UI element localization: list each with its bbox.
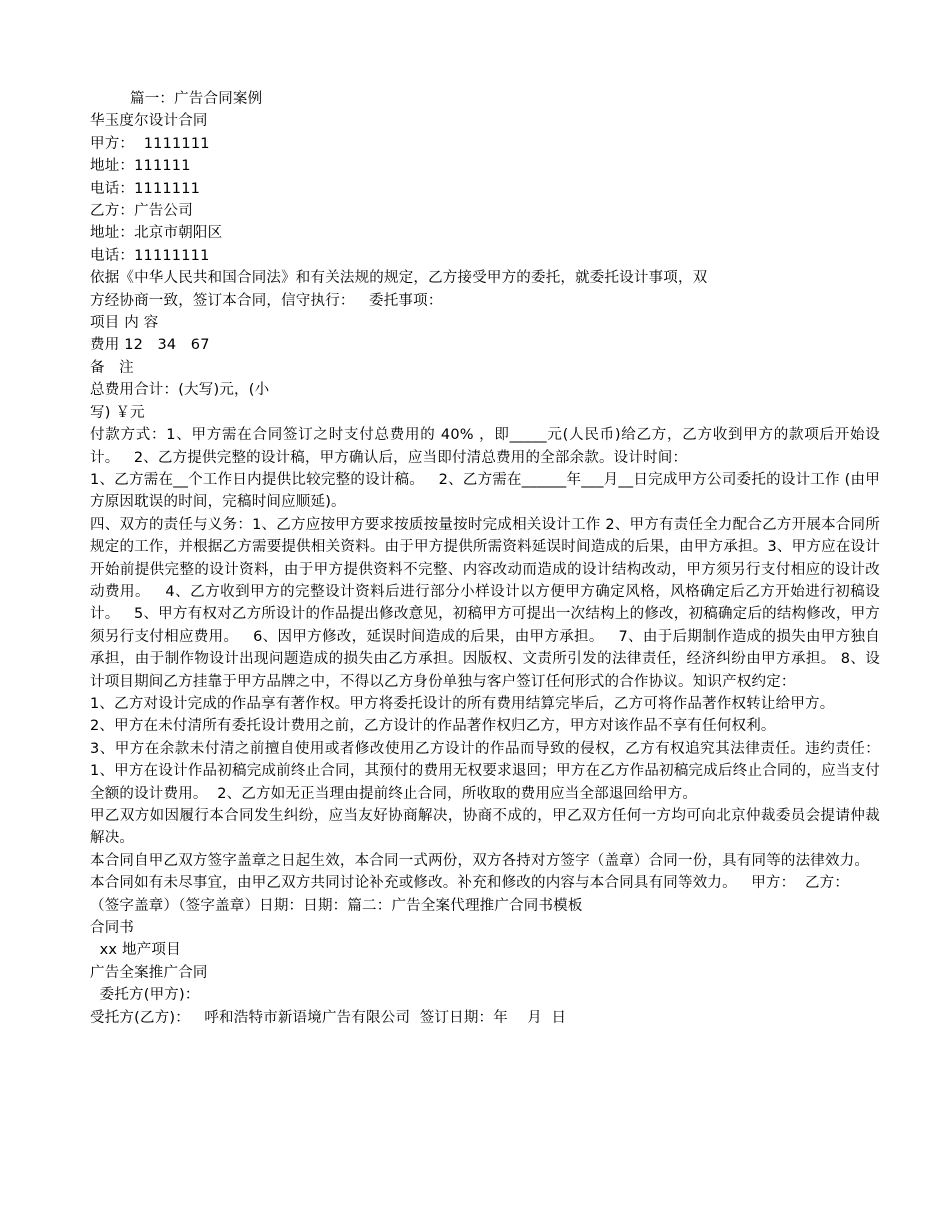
effectiveness-paragraph: 本合同自甲乙双方签字盖章之日起生效，本合同一式两份，双方各持对方签字（盖章）合同一份，具有同等的法律效力。 xyxy=(90,852,870,869)
signature-line: （签字盖章）（签字盖章）日期：日期：篇二：广告全案代理推广合同书模板 xyxy=(90,897,583,914)
total-fee-line-1: 总费用合计：(大写)元，(小 xyxy=(90,382,270,399)
fee-row: 费用 12 34 67 xyxy=(90,337,210,354)
contract-book-title: 合同书 xyxy=(90,920,135,937)
party-a-name: 甲方： 1111111 xyxy=(90,135,210,152)
payment-terms-paragraph: 付款方式：1、甲方需在合同签订之时支付总费用的 40% ，即_____元(人民币)给乙方，乙方收到甲方的款项后开始设计。 2、乙方提供完整的设计稿，甲方确认后，应当即付清总费用的全部余款。设计时间： xyxy=(90,427,880,466)
party-a-phone: 电话：1111111 xyxy=(90,180,201,197)
preamble-line-1: 依据《中华人民共和国合同法》和有关法规的规定，乙方接受甲方的委托，就委托设计事项，双 xyxy=(90,270,708,287)
document-heading: 篇一：广告合同案例 xyxy=(130,91,263,107)
contract-document xyxy=(90,88,890,1029)
party-a-address: 地址：111111 xyxy=(90,158,191,175)
project-name: xx 地产项目 xyxy=(90,942,181,959)
party-b-address: 地址：北京市朝阳区 xyxy=(90,225,223,242)
party-b-phone: 电话：11111111 xyxy=(90,247,210,264)
supplement-paragraph: 本合同如有未尽事宜，由甲乙双方共同讨论补充或修改。补充和修改的内容与本合同具有同等效力。 甲方： 乙方： xyxy=(90,875,850,892)
total-fee-line-2: 写) ￥元 xyxy=(90,404,145,421)
ip-clause-2: 2、甲方在未付清所有委托设计费用之前，乙方设计的作品著作权归乙方，甲方对该作品不享有任何权利。 xyxy=(90,718,776,735)
remarks-label: 备 注 xyxy=(90,359,134,376)
preamble-line-2: 方经协商一致，签订本合同，信守执行： 委托事项： xyxy=(90,292,443,309)
contract-title: 华玉度尔设计合同 xyxy=(90,113,208,130)
client-party-label: 委托方(甲方)： xyxy=(90,987,200,1004)
agent-party-line: 受托方(乙方)： 呼和浩特市新语境广告有限公司 签订日期：年 月 日 xyxy=(90,1009,567,1026)
dispute-resolution-paragraph: 甲乙双方如因履行本合同发生纠纷，应当友好协商解决，协商不成的，甲乙双方任何一方均可向北京仲裁委员会提请仲裁解决。 xyxy=(90,808,880,847)
party-b-name: 乙方：广告公司 xyxy=(90,203,193,220)
contract-subtitle: 广告全案推广合同 xyxy=(90,964,208,981)
design-schedule-paragraph: 1、乙方需在__个工作日内提供比较完整的设计稿。 2、乙方需在______年___月__日完成甲方公司委托的设计工作 (由甲方原因耽误的时间，完稿时间应顺延)。 xyxy=(90,471,880,511)
ip-clause-1: 1、乙方对设计完成的作品享有著作权。甲方将委托设计的所有费用结算完毕后，乙方可将作品著作权转让给甲方。 xyxy=(90,695,835,712)
ip-clause-3-and-breach: 3、甲方在余款未付清之前擅自使用或者修改使用乙方设计的作品而导致的侵权，乙方有权追究其法律责任。违约责任： 1、甲方在设计作品初稿完成前终止合同，其预付的费用无权要求退回；甲方在乙方作品初稿完成后终止合同的，应当支付全额的设计费用。 2、乙方如无正当理由提前终止合同，所收取的费用应当全部退回给甲方。 xyxy=(90,740,890,802)
responsibilities-paragraph: 四、双方的责任与义务：1、乙方应按甲方要求按质按量按时完成相关设计工作 2、甲方有责任全力配合乙方开展本合同所规定的工作，并根据乙方需要提供相关资料。由于甲方提供所需资料延误时间造成的后果，由甲方承担。3、甲方应在设计开始前提供完整的设计资料，由于甲方提供资料不完整、内容改动而造成的设计结构改动，甲方须另行支付相应的设计改动费用。 4、乙方收到甲方的完整设计资料后进行部分小样设计以方便甲方确定风格，风格确定后乙方开始进行初稿设计。 5、甲方有权对乙方所设计的作品提出修改意见，初稿甲方可提出一次结构上的修改，初稿确定后的结构修改，甲方须另行支付相应费用。 6、因甲方修改，延误时间造成的后果，由甲方承担。 7、由于后期制作造成的损失由甲方独自承担，由于制作物设计出现问题造成的损失由乙方承担。因版权、文责所引发的法律责任，经济纠纷由甲方承担。 8、设计项目期间乙方挂靠于甲方品牌之中，不得以乙方身份单独与客户签订任何形式的合作协议。知识产权约定： xyxy=(90,516,880,690)
item-content-label: 项目 内 容 xyxy=(90,315,159,332)
